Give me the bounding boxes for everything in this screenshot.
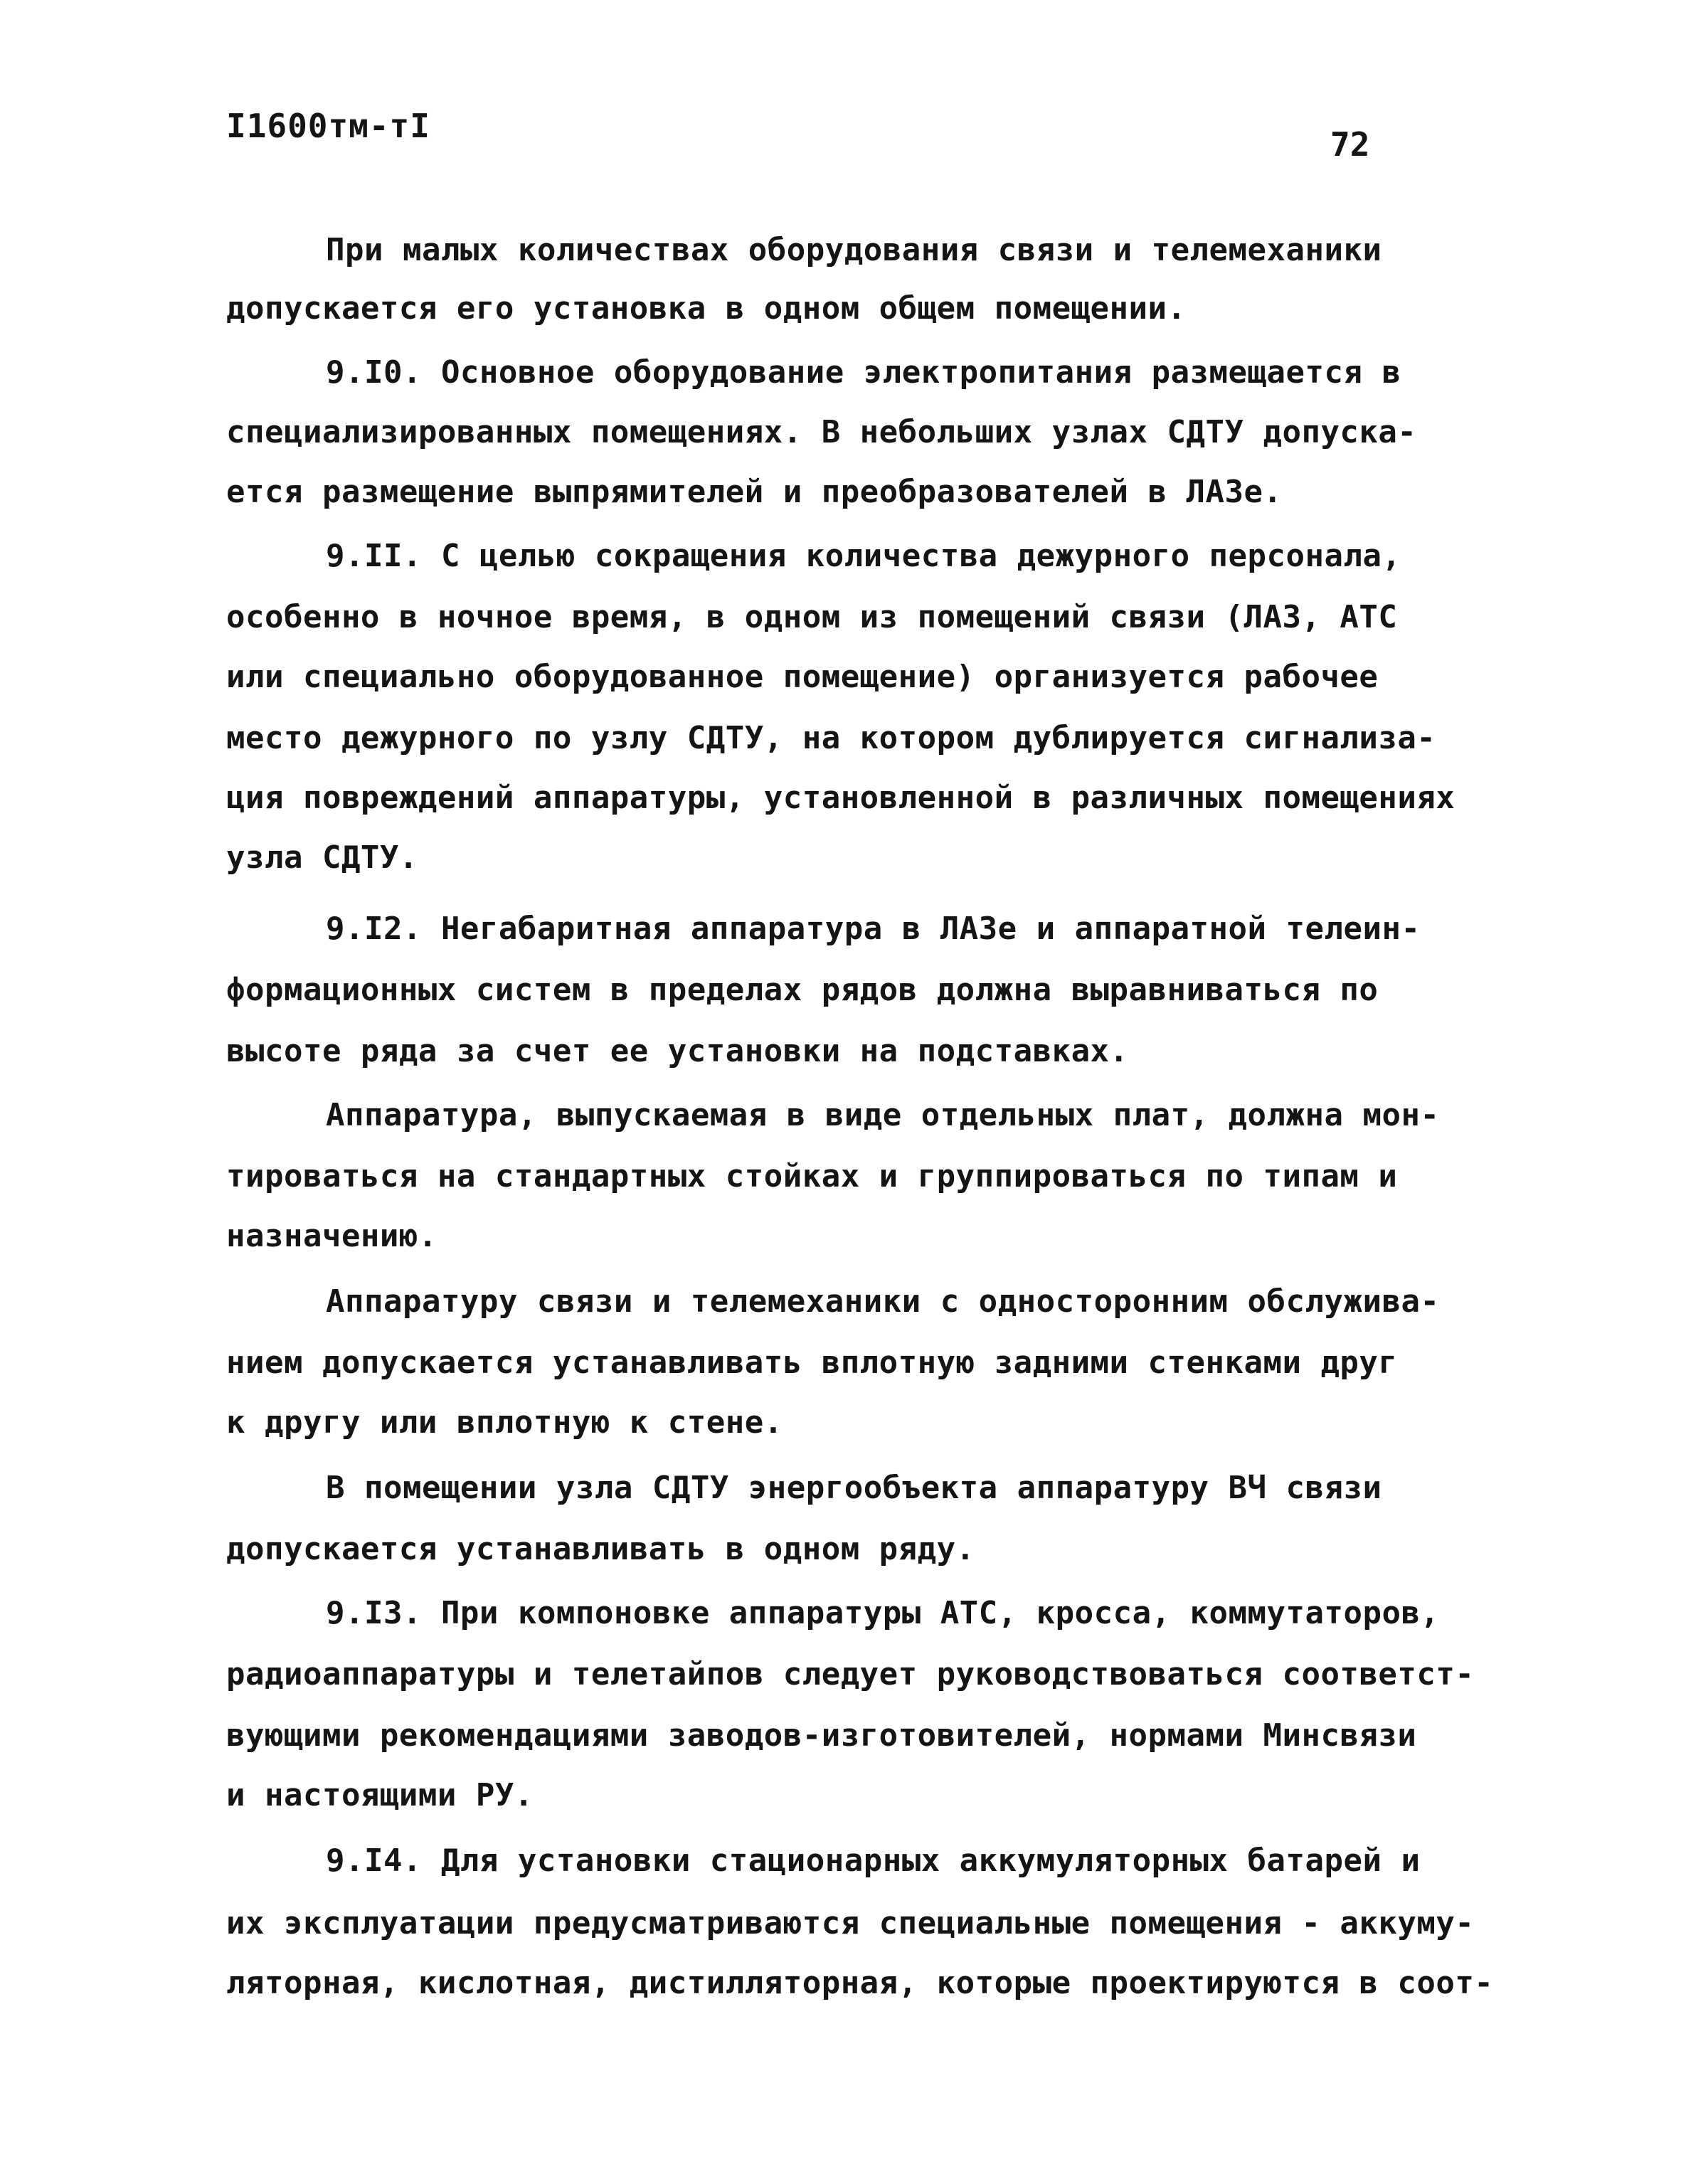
text-line: специализированных помещениях. В небольших узлах СДТУ допуска- xyxy=(226,414,1417,450)
text-line: 9.I2. Негабаритная аппаратура в ЛАЗе и аппаратной телеин- xyxy=(326,911,1421,947)
text-line: и настоящими РУ. xyxy=(226,1777,534,1813)
text-line: допускается его установка в одном общем помещении. xyxy=(226,290,1187,327)
text-line: нием допускается устанавливать вплотную задними стенками друг xyxy=(226,1345,1398,1381)
text-line: вующими рекомендациями заводов-изготовителей, нормами Минсвязи xyxy=(226,1717,1417,1754)
text-line: тироваться на стандартных стойках и группироваться по типам и xyxy=(226,1158,1398,1194)
document-code: I1600тм-тI xyxy=(226,107,430,145)
text-line: или специально оборудованное помещение) организуется рабочее xyxy=(226,659,1379,695)
text-line: допускается устанавливать в одном ряду. xyxy=(226,1531,975,1567)
text-line: 9.I3. При компоновке аппаратуры АТС, кросса, коммутаторов, xyxy=(326,1595,1440,1631)
text-line: 9.I0. Основное оборудование электропитания размещается в xyxy=(326,354,1401,391)
text-line: 9.I4. Для установки стационарных аккумуляторных батарей и xyxy=(326,1843,1421,1879)
text-line: формационных систем в пределах рядов должна выравниваться по xyxy=(226,972,1379,1008)
text-line: При малых количествах оборудования связи и телемеханики xyxy=(326,232,1382,268)
text-line: ляторная, кислотная, дистилляторная, которые проектируются в соот- xyxy=(226,1965,1494,2001)
text-line: Аппаратуру связи и телемеханики с односторонним обслужива- xyxy=(326,1283,1440,1320)
text-line: узла СДТУ. xyxy=(226,839,418,876)
text-line: высоте ряда за счет ее установки на подставках. xyxy=(226,1033,1129,1069)
text-line: место дежурного по узлу СДТУ, на котором дублируется сигнализа- xyxy=(226,720,1436,756)
text-line: особенно в ночное время, в одном из помещений связи (ЛАЗ, АТС xyxy=(226,599,1398,635)
text-line: к другу или вплотную к стене. xyxy=(226,1404,783,1441)
text-line: радиоаппаратуры и телетайпов следует руководствоваться соответст- xyxy=(226,1656,1475,1692)
text-line: ция повреждений аппаратуры, установленной в различных помещениях xyxy=(226,780,1455,816)
text-line: ется размещение выпрямителей и преобразователей в ЛАЗе. xyxy=(226,474,1283,510)
text-line: назначению. xyxy=(226,1218,438,1254)
page-number: 72 xyxy=(1330,125,1370,164)
text-line: 9.II. С целью сокращения количества дежурного персонала, xyxy=(326,538,1401,574)
text-line: В помещении узла СДТУ энергообъекта аппаратуру ВЧ связи xyxy=(326,1470,1382,1506)
text-line: их эксплуатации предусматриваются специальные помещения - аккуму- xyxy=(226,1905,1475,1941)
text-line: Аппаратура, выпускаемая в виде отдельных плат, должна мон- xyxy=(326,1097,1440,1133)
